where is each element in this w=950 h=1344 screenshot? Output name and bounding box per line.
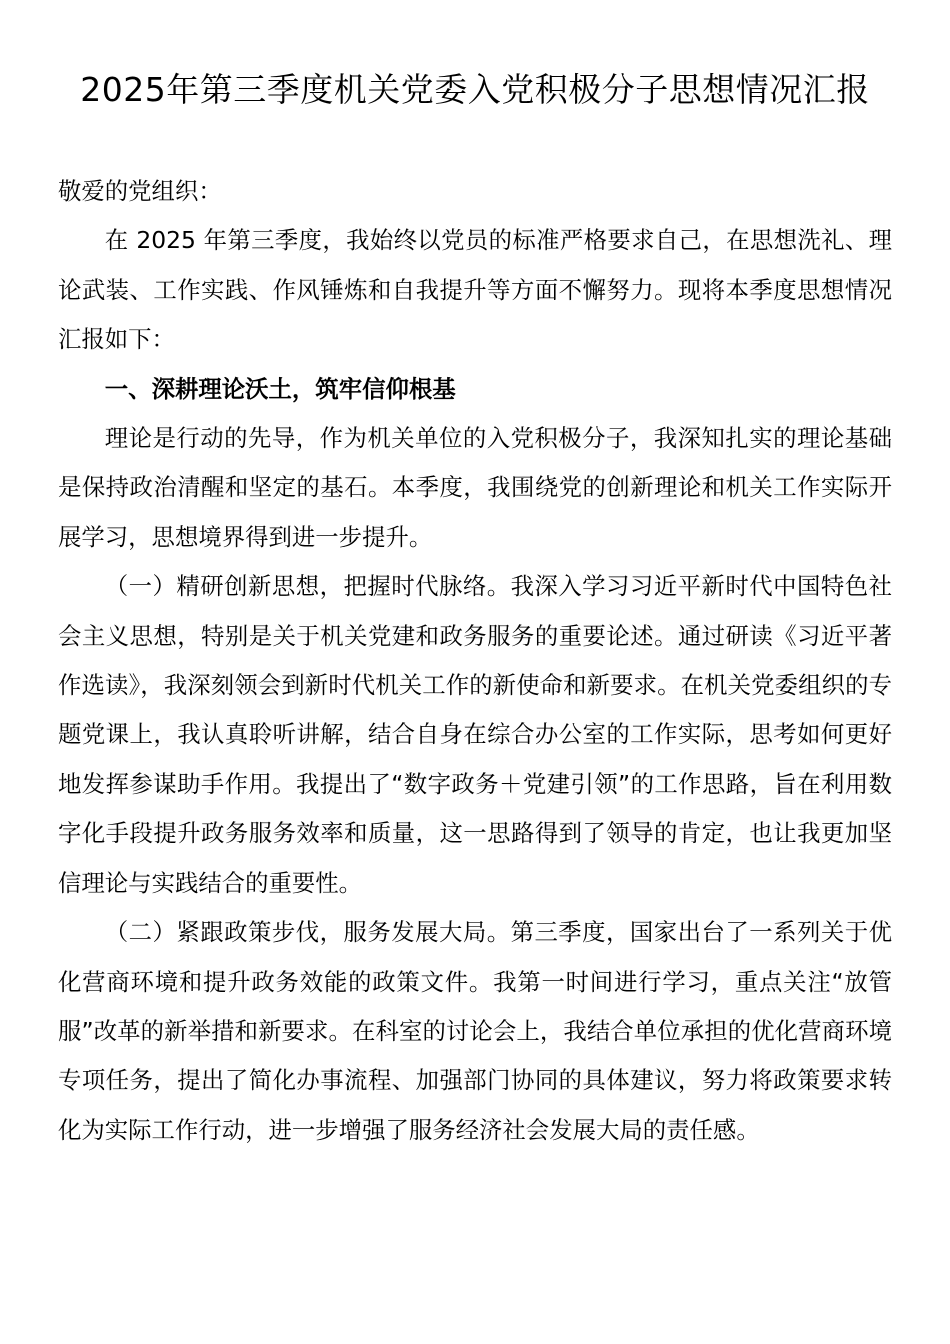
subsection-two-paragraph: （二）紧跟政策步伐，服务发展大局。第三季度，国家出台了一系列关于优化营商环境和提升政务效能的政策文件。我第一时间进行学习，重点关注“放管服”改革的新举措和新要求。在科室的讨论会上，我结合单位承担的优化营商环境专项任务，提出了简化办事流程、加强部门协同的具体建议，努力将政策要求转化为实际工作行动，进一步增强了服务经济社会发展大局的责任感。 — [58, 918, 892, 1144]
intro-paragraph: 在 2025 年第三季度，我始终以党员的标准严格要求自己，在思想洗礼、理论武装、工作实践、作风锤炼和自我提升等方面不懈努力。现将本季度思想情况汇报如下： — [58, 226, 892, 354]
subsection-one-paragraph: （一）精研创新思想，把握时代脉络。我深入学习习近平新时代中国特色社会主义思想，特别是关于机关党建和政务服务的重要论述。通过研读《习近平著作选读》，我深刻领会到新时代机关工作的新使命和新要求。在机关党委组织的专题党课上，我认真聆听讲解，结合自身在综合办公室的工作实际，思考如何更好地发挥参谋助手作用。我提出了“数字政务＋党建引领”的工作思路，旨在利用数字化手段提升政务服务效率和质量，这一思路得到了领导的肯定，也让我更加坚信理论与实践结合的重要性。 — [58, 572, 892, 897]
document-body — [58, 167, 892, 1155]
document-title: 2025年第三季度机关党委入党积极分子思想情况汇报 — [80, 70, 870, 109]
theory-paragraph: 理论是行动的先导，作为机关单位的入党积极分子，我深知扎实的理论基础是保持政治清醒和坚定的基石。本季度，我围绕党的创新理论和机关工作实际开展学习，思想境界得到进一步提升。 — [58, 424, 892, 551]
salutation: 敬爱的党组织： — [58, 177, 222, 205]
section-heading: 一、深耕理论沃土，筑牢信仰根基 — [104, 374, 456, 403]
